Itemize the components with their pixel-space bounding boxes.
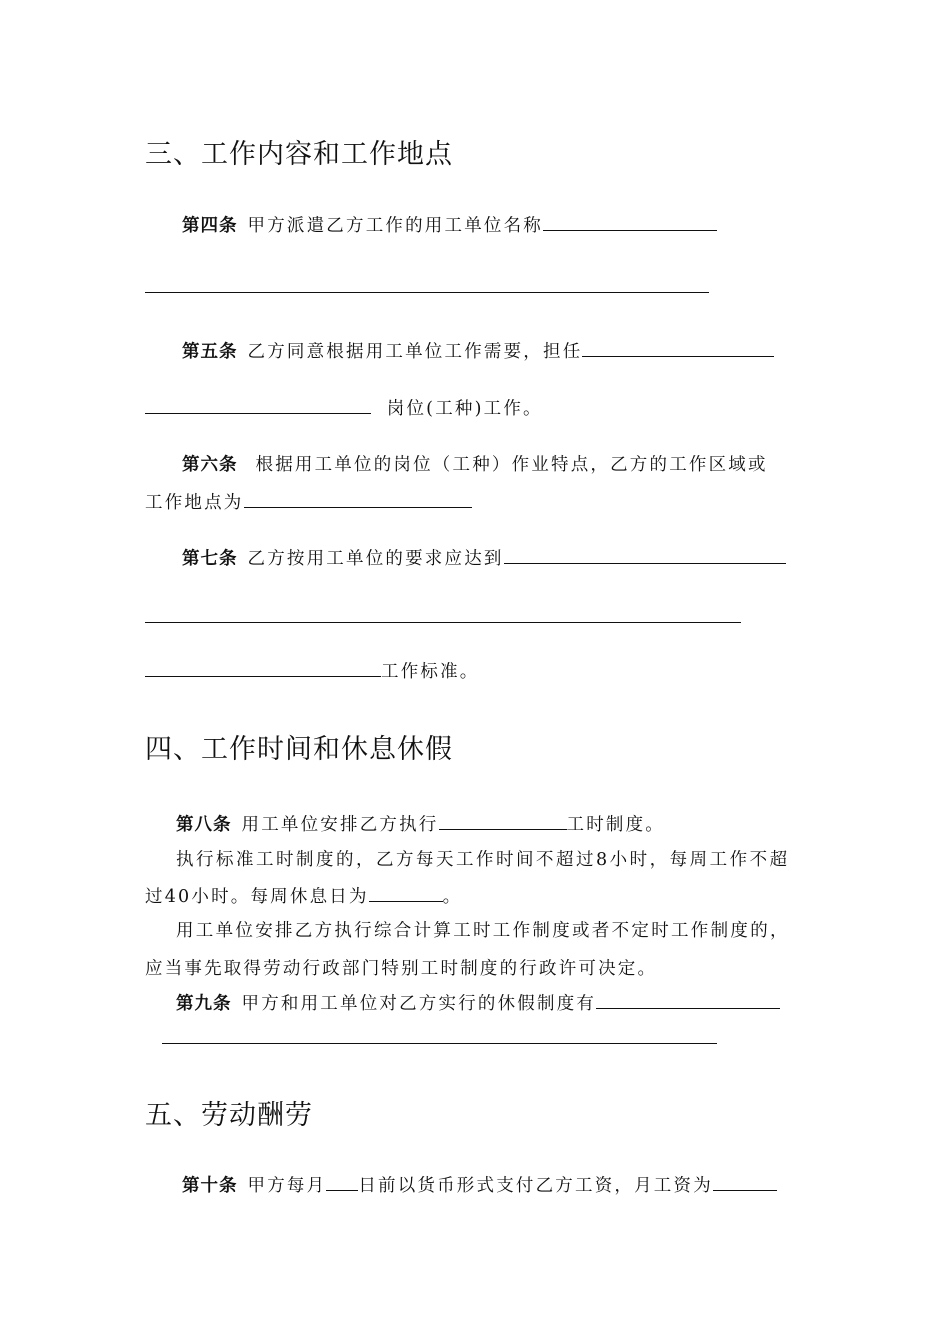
article-4-text: 甲方派遣乙方工作的用工单位名称: [247, 216, 543, 236]
article-8-p3-line1: 用工单位安排乙方执行综合计算工时工作制度或者不定时工作制度的，: [176, 921, 790, 941]
employer-unit-name-field-line2[interactable]: [145, 292, 709, 293]
article-6-label: 第六条: [182, 455, 238, 475]
section-heading-work-content: 三、工作内容和工作地点: [145, 139, 453, 170]
article-8-p2-line2-text: 过40小时。每周休息日为: [145, 887, 369, 907]
article-9: [176, 990, 780, 1015]
article-5-label: 第五条: [182, 342, 238, 362]
work-standard-field-line3[interactable]: [145, 658, 381, 677]
article-9-label: 第九条: [176, 994, 232, 1014]
article-8-text: 用工单位安排乙方执行: [241, 815, 439, 835]
monthly-wage-field[interactable]: [713, 1172, 777, 1191]
article-7-line3: [145, 658, 480, 683]
article-8-p2-line2: [145, 883, 462, 908]
position-field-line2[interactable]: [145, 395, 371, 414]
article-10: [182, 1172, 777, 1197]
article-4-label: 第四条: [182, 216, 238, 236]
article-7-label: 第七条: [182, 549, 238, 569]
article-8: [176, 811, 665, 836]
article-8-label: 第八条: [176, 815, 232, 835]
work-standard-field[interactable]: [504, 545, 786, 564]
article-4: [182, 212, 717, 237]
article-6: [182, 451, 768, 476]
article-5-text: 乙方同意根据用工单位工作需要，担任: [247, 342, 583, 362]
article-8-after: 工时制度。: [566, 815, 665, 835]
article-9-text: 甲方和用工单位对乙方实行的休假制度有: [241, 994, 597, 1014]
position-field[interactable]: [582, 338, 774, 357]
article-8-p3-line2: 应当事先取得劳动行政部门特别工时制度的行政许可决定。: [145, 959, 658, 979]
section-heading-work-hours: 四、工作时间和休息休假: [145, 734, 453, 765]
article-6-text: 根据用工单位的岗位（工种）作业特点，乙方的工作区域或: [255, 455, 768, 475]
work-location-field[interactable]: [244, 489, 472, 508]
article-8-p2-line1: 执行标准工时制度的，乙方每天工作时间不超过8小时，每周工作不超: [176, 850, 790, 870]
article-6-line2: [145, 489, 472, 514]
article-10-text1: 甲方每月: [247, 1176, 327, 1196]
pay-day-field[interactable]: [326, 1172, 358, 1191]
article-5-line2: [145, 395, 543, 420]
work-standard-field-line2[interactable]: [145, 622, 741, 623]
article-10-label: 第十条: [182, 1176, 238, 1196]
article-8-p2-end: 。: [442, 887, 463, 907]
article-7-text: 乙方按用工单位的要求应达到: [247, 549, 504, 569]
leave-system-field-line2[interactable]: [162, 1043, 717, 1044]
section-heading-labor-remuneration: 五、劳动酬劳: [145, 1100, 313, 1131]
article-7-tail: 工作标准。: [381, 662, 480, 682]
article-10-text2: 日前以货币形式支付乙方工资，月工资为: [358, 1176, 713, 1196]
article-5-tail: 岗位(工种)工作。: [386, 399, 543, 419]
article-7: [182, 545, 786, 570]
weekly-rest-day-field[interactable]: [369, 883, 443, 902]
working-hours-system-field[interactable]: [439, 811, 567, 830]
employer-unit-name-field[interactable]: [543, 212, 717, 231]
article-6-line2-text: 工作地点为: [145, 493, 244, 513]
leave-system-field[interactable]: [596, 990, 780, 1009]
article-5: [182, 338, 774, 363]
